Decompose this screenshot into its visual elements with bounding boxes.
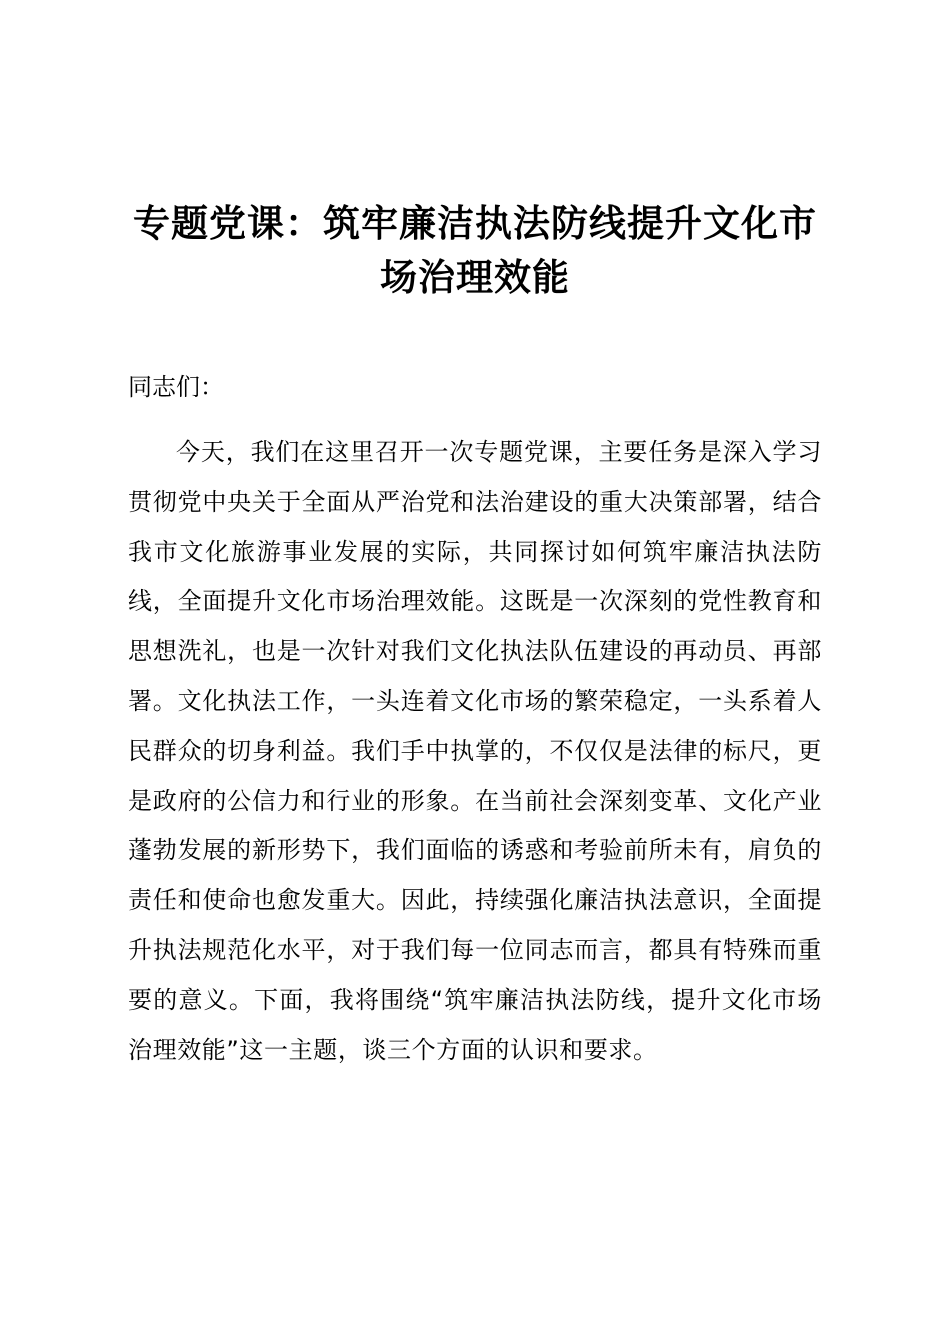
greeting: 同志们： bbox=[128, 373, 224, 401]
document-title: 专题党课：筑牢廉洁执法防线提升文化市场治理效能 bbox=[133, 201, 817, 299]
body-paragraph: 今天，我们在这里召开一次专题党课，主要任务是深入学习贯彻党中央关于全面从严治党和法治建设的重大决策部署，结合我市文化旅游事业发展的实际，共同探讨如何筑牢廉洁执法防线，全面提升文化市场治理效能。这既是一次深刻的党性教育和思想洗礼，也是一次针对我们文化执法队伍建设的再动员、再部署。文化执法工作，一头连着文化市场的繁荣稳定，一头系着人民群众的切身利益。我们手中执掌的，不仅仅是法律的标尺，更是政府的公信力和行业的形象。在当前社会深刻变革、文化产业蓬勃发展的新形势下，我们面临的诱惑和考验前所未有，肩负的责任和使命也愈发重大。因此，持续强化廉洁执法意识，全面提升执法规范化水平，对于我们每一位同志而言，都具有特殊而重要的意义。下面，我将围绕“筑牢廉洁执法防线，提升文化市场治理效能”这一主题，谈三个方面的认识和要求。 bbox=[128, 438, 822, 1064]
